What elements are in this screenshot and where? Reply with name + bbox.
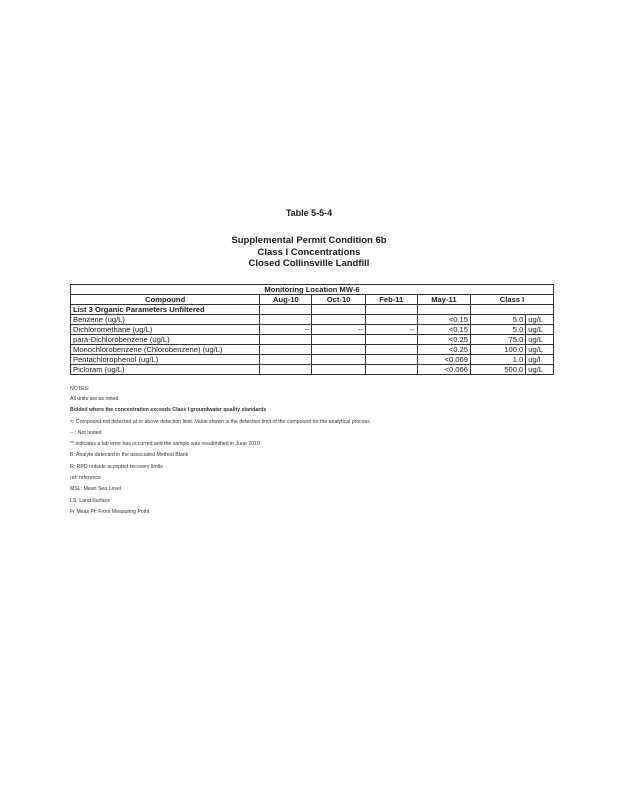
may11-cell: <0.15	[417, 315, 470, 325]
concentrations-table	[70, 284, 554, 375]
unit-cell: ug/L	[526, 345, 554, 355]
note-item: Fr Meas Pt: From Measuring Point	[70, 508, 150, 515]
table-row	[71, 335, 554, 345]
monitoring-location-label: Monitoring Location MW-6	[71, 285, 554, 295]
compound-cell: Monochlorobenzene (Chlorobenzene) (ug/L)	[71, 345, 260, 355]
class1-cell: 5.0	[470, 315, 525, 325]
oct10-cell	[312, 335, 365, 345]
compound-cell: para-Dichlorobenzene (ug/L)	[71, 335, 260, 345]
title-line-2: Class I Concentrations	[257, 246, 361, 258]
aug10-cell	[260, 315, 312, 325]
feb11-cell	[365, 345, 417, 355]
class1-cell: 100.0	[470, 345, 525, 355]
feb11-cell	[365, 355, 417, 365]
oct10-cell	[312, 345, 365, 355]
note-item: Bolded where the concentration exceeds Class I groundwater quality standards	[70, 407, 267, 414]
note-item: ref: reference	[70, 475, 101, 482]
table-number: Table 5-5-4	[285, 208, 333, 218]
compound-cell: Dichloromethane (ug/L)	[71, 325, 260, 335]
table-title	[0, 235, 618, 270]
may11-cell: <0.066	[417, 365, 470, 375]
compound-cell: Pentachlorophenol (ug/L)	[71, 355, 260, 365]
unit-cell: ug/L	[526, 335, 554, 345]
table-row	[71, 355, 554, 365]
oct10-cell	[312, 355, 365, 365]
class1-cell: 5.0	[470, 325, 525, 335]
title-line-3: Closed Collinsville Landfill	[248, 258, 370, 269]
compound-cell: Benzene (ug/L)	[71, 315, 260, 325]
class1-cell: 500.0	[470, 365, 525, 375]
note-item: B: Analyte detected in the associated Method Blank	[70, 452, 189, 459]
unit-cell: ug/L	[526, 325, 554, 335]
note-item: LS: Land Surface	[70, 497, 111, 504]
section-label: List 3 Organic Parameters Unfiltered	[71, 305, 260, 315]
note-item: -- : Not tested	[70, 429, 102, 436]
section-row	[71, 305, 554, 315]
feb11-cell	[365, 365, 417, 375]
aug10-cell: --	[260, 325, 312, 335]
class1-cell: 1.0	[470, 355, 525, 365]
note-item: <: Compound not detected at or above detection limit. Value shown is the detection limit of the compound for the analytical process	[70, 418, 370, 425]
note-item: ** indicates a lab error has occurred and the sample was resubmitted in June 2010	[70, 441, 260, 448]
unit-cell: ug/l	[526, 355, 554, 365]
location-header-row	[71, 285, 554, 295]
col-header-class1: Class I	[470, 295, 553, 305]
oct10-cell	[312, 315, 365, 325]
feb11-cell	[365, 315, 417, 325]
class1-cell: 75.0	[470, 335, 525, 345]
feb11-cell: --	[365, 325, 417, 335]
aug10-cell	[260, 345, 312, 355]
column-header-row	[71, 295, 554, 305]
title-line-1: Supplemental Permit Condition 6b	[231, 235, 387, 246]
feb11-cell	[365, 335, 417, 345]
may11-cell: <0.25	[417, 335, 470, 345]
unit-cell: ug/L	[526, 365, 554, 375]
may11-cell: <0.25	[417, 345, 470, 355]
col-header-aug10: Aug-10	[260, 295, 312, 305]
note-item: All units are as noted	[70, 396, 119, 402]
col-header-may11: May-11	[417, 295, 470, 305]
oct10-cell: --	[312, 325, 365, 335]
note-item: R: RPD outside accepted recovery limits	[70, 463, 163, 470]
notes-title: NOTES:	[70, 386, 90, 392]
note-item: MSL: Mean Sea Level	[70, 486, 122, 493]
table-row	[71, 365, 554, 375]
oct10-cell	[312, 365, 365, 375]
col-header-feb11: Feb-11	[365, 295, 417, 305]
aug10-cell	[260, 335, 312, 345]
table-row	[71, 345, 554, 355]
aug10-cell	[260, 355, 312, 365]
may11-cell: <0.069	[417, 355, 470, 365]
aug10-cell	[260, 365, 312, 375]
table-row	[71, 325, 554, 335]
unit-cell: ug/L	[526, 315, 554, 325]
notes-section	[70, 386, 590, 520]
may11-cell: <0.15	[417, 325, 470, 335]
col-header-compound: Compound	[71, 295, 260, 305]
col-header-oct10: Oct-10	[312, 295, 365, 305]
table-row	[71, 315, 554, 325]
compound-cell: Picloram (ug/L)	[71, 365, 260, 375]
